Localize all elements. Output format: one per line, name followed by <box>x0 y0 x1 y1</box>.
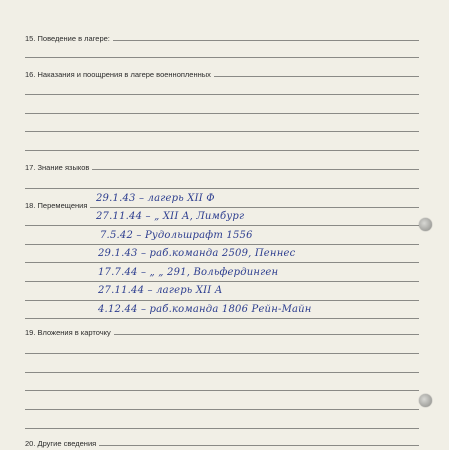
section-19-label: 19. Вложения в карточку <box>25 328 114 337</box>
section-15-label: 15. Поведение в лагере: <box>25 34 113 43</box>
rule <box>25 188 419 189</box>
section-16-label: 16. Наказания и поощрения в лагере военнопленных <box>25 70 214 79</box>
rule <box>25 113 419 114</box>
movement-entry: 7.5.42 – Рудольшрафт 1556 <box>100 230 253 241</box>
movement-entry: 29.1.43 – лагерь XII Ф <box>96 193 215 204</box>
rule <box>25 131 419 132</box>
rule <box>25 225 419 226</box>
rule <box>25 409 419 410</box>
section-17-label: 17. Знание языков <box>25 163 92 172</box>
rule <box>25 94 419 95</box>
rule <box>25 281 419 282</box>
movement-entry: 4.12.44 – раб.команда 1806 Рейн-Майн <box>98 304 312 315</box>
section-18-label: 18. Перемещения <box>25 201 90 210</box>
rule <box>25 262 419 263</box>
movement-entry: 17.7.44 – „ „ 291, Вольфердинген <box>98 267 279 278</box>
rule <box>25 57 419 58</box>
movement-entry: 29.1.43 – раб.команда 2509, Пеннес <box>98 248 296 259</box>
rule <box>25 150 419 151</box>
section-20-label: 20. Другие сведения <box>25 439 99 448</box>
punch-hole <box>419 394 432 407</box>
movement-entry: 27.11.44 – „ XII А, Лимбург <box>96 211 245 222</box>
rule <box>25 390 419 391</box>
rule <box>25 428 419 429</box>
rule <box>25 244 419 245</box>
punch-hole <box>419 218 432 231</box>
rule <box>25 372 419 373</box>
movement-entry: 27.11.44 – лагерь XII А <box>98 285 223 296</box>
rule <box>25 353 419 354</box>
rule <box>25 300 419 301</box>
rule <box>25 318 419 319</box>
